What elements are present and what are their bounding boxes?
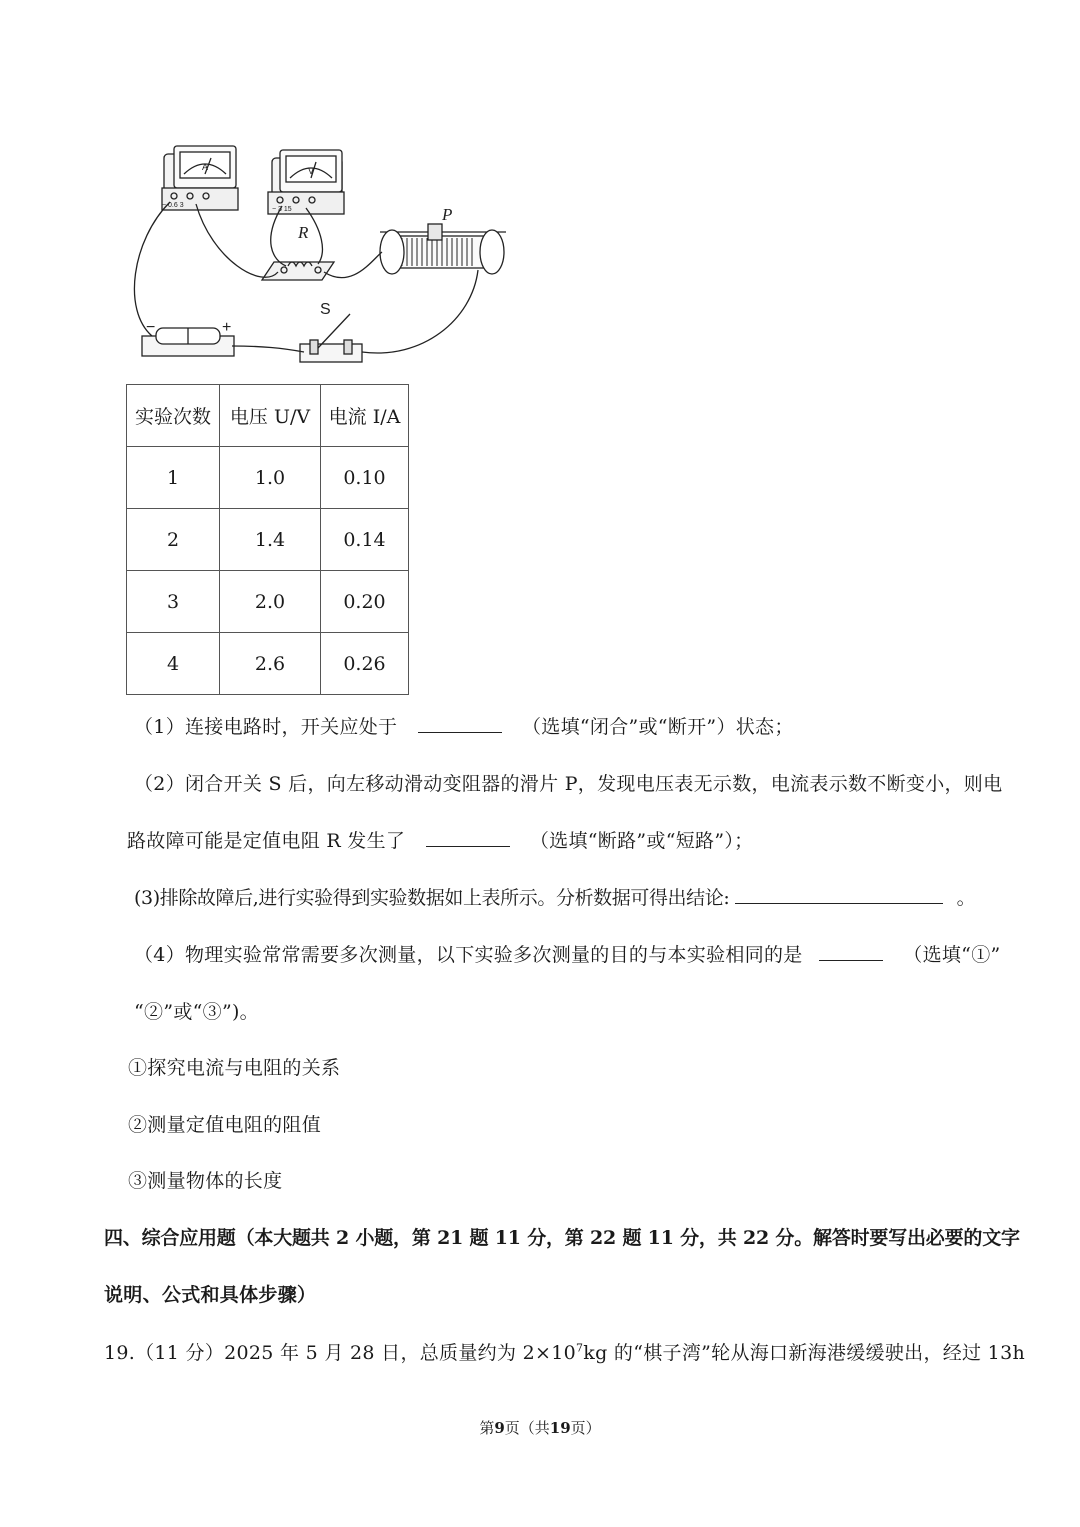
voltmeter-terminals: − 3 15: [272, 206, 292, 213]
voltmeter-label: V: [308, 166, 315, 176]
cell-current: 0.14: [321, 509, 409, 571]
table-row: [127, 571, 409, 633]
cell-current: 0.26: [321, 633, 409, 695]
q19-text-b: kg 的“棋子湾”轮从海口新海港缓缓驶出，经过 13h: [583, 1342, 1025, 1364]
footer-total-pages: 19: [549, 1419, 571, 1437]
section-4-heading-line-1: 四、综合应用题（本大题共 2 小题，第 21 题 11 分，第 22 题 11 分，共 22 分。解答时要写出必要的文字: [104, 1227, 1020, 1249]
cell-current: 0.20: [321, 571, 409, 633]
q4-text-a: （4）物理实验常常需要多次测量，以下实验多次测量的目的与本实验相同的是: [134, 944, 803, 966]
cell-trial: 1: [127, 447, 220, 509]
q1-text-b: （选填“闭合”或“断开”）状态；: [521, 716, 794, 738]
question-4-line-1: [134, 940, 1001, 967]
voltmeter: [268, 150, 344, 214]
resistor-label: R: [298, 223, 309, 242]
q19-text-a: 19.（11 分）2025 年 5 月 28 日，总质量约为 2×10: [104, 1342, 576, 1364]
rheostat: [380, 224, 506, 274]
q4-text-b: （选填“①”: [903, 944, 1001, 966]
ammeter-label: A: [202, 162, 209, 172]
cell-voltage: 1.4: [220, 509, 321, 571]
question-4-line-2: “②”或“③”)。: [134, 1001, 259, 1023]
section-4-heading-line-2: 说明、公式和具体步骤）: [104, 1284, 317, 1306]
question-2-line-1: （2）闭合开关 S 后，向左移动滑动变阻器的滑片 P，发现电压表无示数，电流表示数不断变小，则电: [134, 773, 1003, 795]
cell-trial: 2: [127, 509, 220, 571]
q2-text-a: 路故障可能是定值电阻 R 发生了: [127, 830, 406, 852]
question-1: [134, 712, 794, 739]
cell-voltage: 1.0: [220, 447, 321, 509]
table-header-row: [127, 385, 409, 447]
option-2: ②测量定值电阻的阻值: [128, 1114, 322, 1136]
resistor: [262, 262, 334, 280]
switch-label: S: [320, 301, 331, 318]
q3-text-a: (3)排除故障后,进行实验得到实验数据如上表所示。分析数据可得出结论:: [134, 887, 730, 909]
q2-text-b: （选填“断路”或“短路”）；: [529, 830, 754, 852]
q2-answer-blank[interactable]: [426, 828, 510, 847]
question-2-line-2: [127, 826, 753, 853]
cell-voltage: 2.6: [220, 633, 321, 695]
battery-plus: +: [222, 319, 232, 336]
q3-answer-blank[interactable]: [735, 885, 943, 904]
table-row: [127, 447, 409, 509]
circuit-diagram: [122, 140, 514, 372]
data-table: [126, 384, 409, 695]
ammeter-terminals: − 0.6 3: [162, 202, 184, 209]
cell-current: 0.10: [321, 447, 409, 509]
cell-trial: 3: [127, 571, 220, 633]
option-1: ①探究电流与电阻的关系: [128, 1057, 341, 1079]
table-row: [127, 509, 409, 571]
q1-answer-blank[interactable]: [418, 714, 502, 733]
footer-suffix: 页）: [570, 1419, 601, 1437]
battery-minus: −: [146, 319, 156, 336]
option-3: ③测量物体的长度: [128, 1170, 283, 1192]
q1-text-a: （1）连接电路时，开关应处于: [134, 716, 398, 738]
footer-page-number: 9: [494, 1419, 505, 1437]
rheostat-label: P: [442, 205, 453, 224]
cell-voltage: 2.0: [220, 571, 321, 633]
question-19: [104, 1338, 1025, 1365]
table-row: [127, 633, 409, 695]
question-3: [134, 883, 975, 910]
battery: [142, 328, 234, 356]
footer-prefix: 第: [479, 1419, 495, 1437]
header-voltage: 电压 U/V: [220, 385, 321, 447]
footer-middle: 页（共: [504, 1419, 550, 1437]
q3-text-b: 。: [956, 887, 976, 909]
q19-exponent: 7: [575, 1341, 584, 1355]
cell-trial: 4: [127, 633, 220, 695]
q4-answer-blank[interactable]: [819, 942, 883, 961]
switch: [300, 314, 362, 362]
header-trial: 实验次数: [127, 385, 220, 447]
ammeter: [162, 146, 238, 210]
header-current: 电流 I/A: [321, 385, 409, 447]
page-footer: [0, 1417, 1080, 1438]
